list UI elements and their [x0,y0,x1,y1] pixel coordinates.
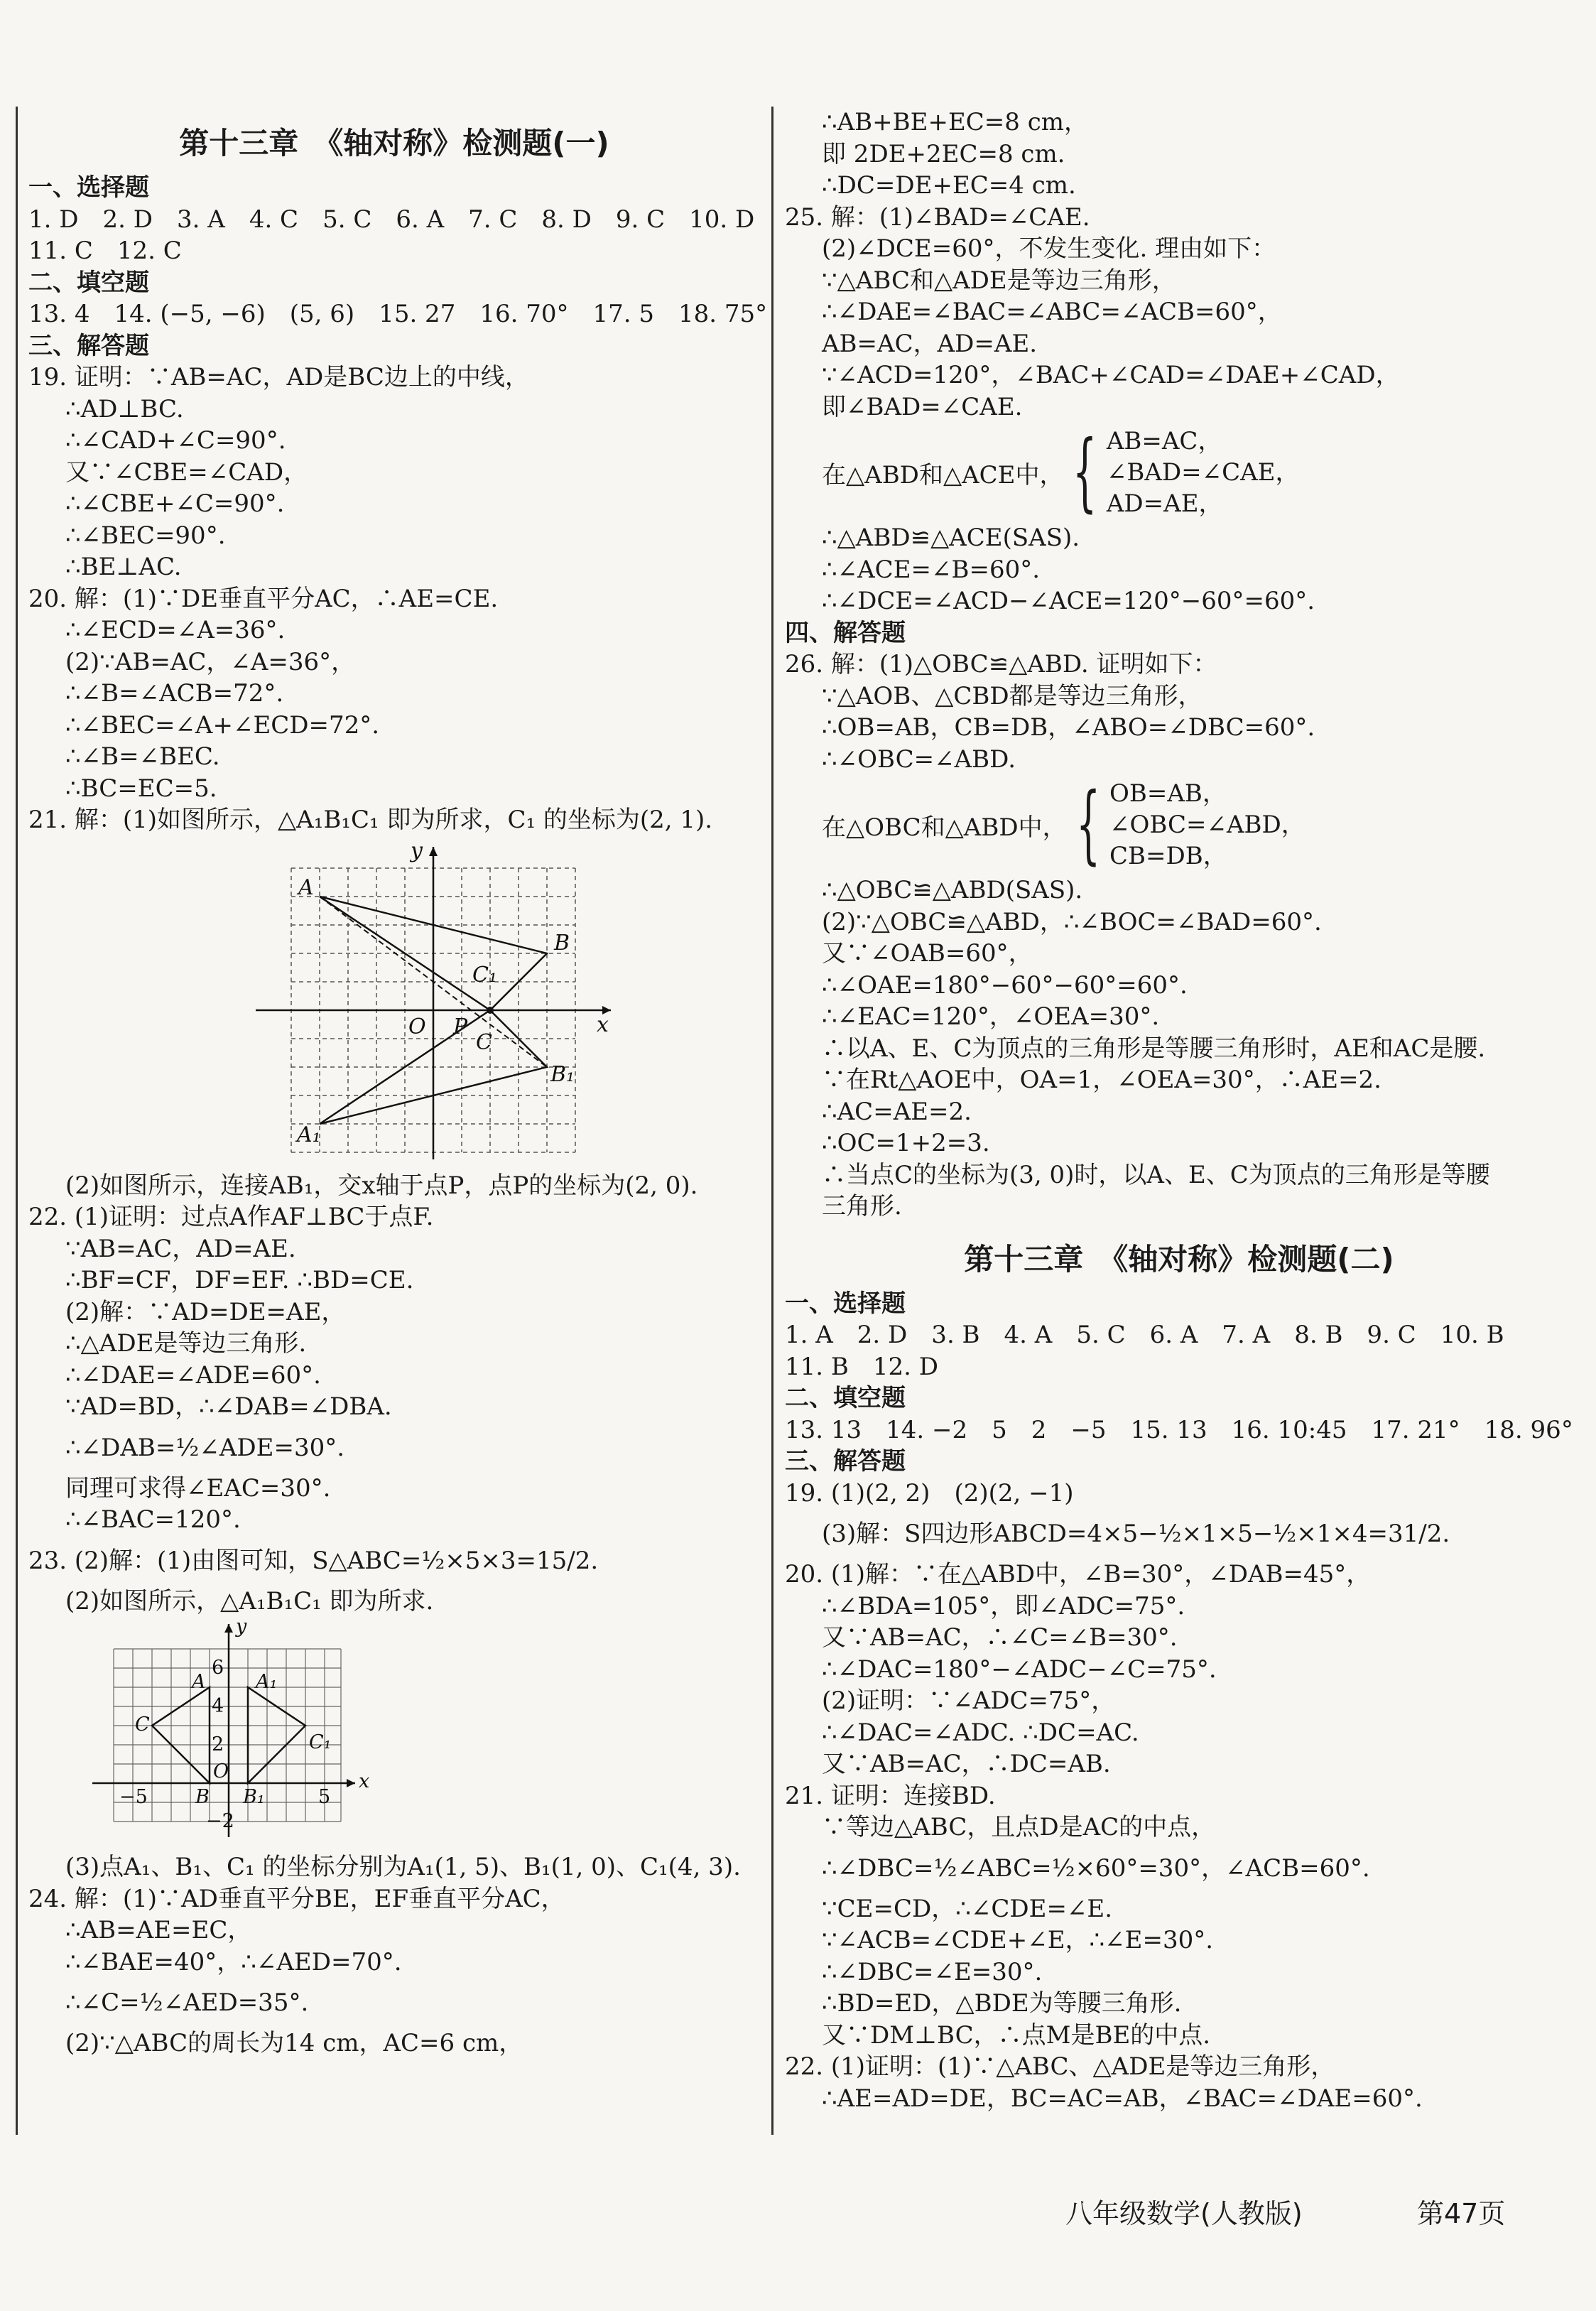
answer-line: ∵等边△ABC，且点D是AC的中点， [822,1813,1216,1841]
answer-line: 21. 解：(1)如图所示，△A₁B₁C₁ 即为所求，C₁ 的坐标为(2, 1). [28,806,713,834]
fig2-label: 6 [212,1657,224,1679]
right-lines-e [785,1559,1573,1844]
footer-subject: 八年级数学(人教版) [1065,2198,1303,2229]
answer-line: ∴∠DCE=∠ACD−∠ACE=120°−60°=60°. [822,587,1315,615]
answer-line: 13. 13 14. −2 5 2 −5 15. 13 16. 10:45 17. 21° 18. 96° [785,1415,1573,1444]
answer-line: 13. 4 14. (−5, −6) (5, 6) 15. 27 16. 70° 17. 5 18. 75° [28,300,768,328]
right-lines-a [785,107,1573,423]
answer-line: ∴∠BAC=120°. [65,1505,241,1534]
answer-line: (2)解：∵AD=DE=AE， [65,1297,346,1326]
section-heading: 四、解答题 [785,618,906,647]
answer-line: ∴∠CAD+∠C=90°. [65,426,286,455]
answer-line: 25. 解：(1)∠BAD=∠CAE. [785,202,1090,232]
answer-line: 又∵DM⊥BC，∴点M是BE的中点. [822,2020,1211,2050]
answer-line: ∴OC=1+2=3. [822,1129,990,1157]
right-lines-d [785,1288,1573,1510]
figure-coordinate-grid-1 [28,836,760,1170]
answer-line: ∴BF=CF，DF=EF. ∴BD=CE. [65,1266,414,1294]
answer-line: ∴BE⊥AC. [65,553,182,581]
answer-line: ∵△ABC和△ADE是等边三角形， [822,266,1176,295]
answer-line: 19. (1)(2, 2) (2)(2, −1) [785,1478,1074,1508]
section-heading: 三、解答题 [28,331,149,360]
answer-line: (2)∵△OBC≌△ABD，∴∠BOC=∠BAD=60°. [822,907,1322,936]
fig1-svg [227,836,625,1163]
answer-line: 1. D 2. D 3. A 4. C 5. C 6. A 7. C 8. D 9. C 10. D [28,205,755,234]
answer-line: 即 2DE+2EC=8 cm. [822,139,1065,168]
right-lines-b [785,522,1573,775]
answer-line: ∵在Rt△AOE中，OA=1，∠OEA=30°，∴AE=2. [822,1066,1381,1094]
answer-line: ∴∠BDA=105°，即∠ADC=75°. [822,1591,1185,1620]
right-column [785,107,1573,2114]
left-margin-line [16,107,18,2135]
fig2-label: O [213,1760,229,1782]
answer-line: ∴∠BAE=40°，∴∠AED=70°. [65,1947,402,1976]
answer-line: ∵CE=CD，∴∠CDE=∠E. [822,1894,1113,1923]
left-brace: { [1073,423,1097,521]
fig1-label: P [453,1014,468,1039]
answer-line: ∴AB=AE=EC， [65,1916,252,1944]
brace-prefix: 在△ABD和△ACE中， [822,460,1064,489]
answer-line: (3)点A₁、B₁、C₁ 的坐标分别为A₁(1, 5)、B₁(1, 0)、C₁(4, 3). [65,1853,741,1881]
fig2-label: −2 [206,1810,234,1832]
left-brace: { [1075,775,1100,874]
fig2-label: C [135,1714,150,1736]
answer-line: ∴BD=ED，△BDE为等腰三角形. [822,1989,1182,2018]
condition-item: ∠BAD=∠CAE， [1106,458,1300,487]
fig2-label: B [195,1786,210,1808]
section-heading: 二、填空题 [785,1384,906,1412]
answer-line: ∴∠DAE=∠ADE=60°. [65,1360,321,1390]
fig1-label: C [476,1029,492,1055]
fig1-label: A [298,875,314,900]
fig1-point-p [487,1007,494,1014]
congruence-conditions-2 [785,775,1573,875]
answer-line: ∴△ABD≌△ACE(SAS). [822,524,1080,552]
answer-line: (2)证明：∵∠ADC=75°， [822,1687,1116,1715]
fig2-label: −5 [119,1786,148,1808]
answer-line: ∴∠EAC=120°，∠OEA=30°. [822,1002,1160,1031]
answer-line: ∴AD⊥BC. [65,394,184,423]
section-title-1: 第十三章 《轴对称》检测题(一) [179,126,609,161]
brace-prefix: 在△OBC和△ABD中， [822,813,1067,842]
fig2-x-arrow [347,1779,355,1787]
column-divider [771,107,773,2135]
condition-item: AB=AC， [1106,427,1222,455]
answer-line: 1. A 2. D 3. B 4. A 5. C 6. A 7. A 8. B 9. C 10. B [785,1321,1504,1349]
fig1-label: O [408,1014,426,1039]
answer-line: 11. B 12. D [785,1352,939,1381]
left-lines-c [28,1473,760,1536]
fig1-label: y [411,838,423,863]
answer-line: (2)∠DCE=60°，不发生变化. 理由如下： [822,234,1276,263]
fig1-label: A₁ [297,1122,321,1147]
answer-line: ∵AB=AC，AD=AE. [65,1234,296,1263]
answer-line: ∴DC=DE+EC=4 cm. [822,171,1076,200]
section-heading: 一、选择题 [785,1289,906,1318]
answer-line: ∵∠ACB=∠CDE+∠E，∴∠E=30°. [822,1926,1214,1954]
answer-line: 又∵AB=AC，∴∠C=∠B=30°. [822,1623,1178,1652]
answer-line: ∴OB=AB，CB=DB，∠ABO=∠DBC=60°. [822,713,1315,742]
answer-line: ∴∠B=∠BEC. [65,742,220,771]
answer-line: ∴∠BEC=∠A+∠ECD=72°. [65,710,380,740]
answer-line: 11. C 12. C [28,237,182,265]
answer-line: 又∵AB=AC，∴DC=AB. [822,1750,1111,1778]
answer-line: ∴当点C的坐标为(3, 0)时，以A、E、C为顶点的三角形是等腰 [822,1160,1490,1189]
answer-line: ∴∠CBE+∠C=90°. [65,489,285,518]
condition-item: ∠OBC=∠ABD， [1109,811,1305,839]
answer-line: ∴∠BEC=90°. [65,521,226,550]
answer-line: ∴AB+BE+EC=8 cm， [822,108,1088,136]
answer-23b-line: (2)如图所示，△A₁B₁C₁ 即为所求. [65,1586,434,1615]
answer-line: 又∵∠CBE=∠CAD， [65,458,308,487]
condition-item: CB=DB， [1109,842,1227,870]
answer-line: ∴∠OBC=∠ABD. [822,745,1016,774]
answer-line: 21. 证明：连接BD. [785,1781,996,1810]
answer-line: ∴∠DAC=∠ADC. ∴DC=AC. [822,1718,1139,1747]
fig2-triangle-abc [152,1687,210,1783]
fig1-label: x [597,1012,609,1037]
answer-line: 三角形. [822,1192,902,1221]
answer-line: ∵△AOB、△CBD都是等边三角形， [822,681,1203,710]
answer-line: ∵∠ACD=120°，∠BAC+∠CAD=∠DAE+∠CAD， [822,361,1400,389]
answer-line: 22. (1)证明：过点A作AF⊥BC于点F. [28,1203,434,1231]
answer-line: 26. 解：(1)△OBC≌△ABD. 证明如下： [785,650,1217,678]
left-column [28,107,768,2060]
answer-line: 又∵∠OAB=60°， [822,939,1033,968]
answer-line: ∴∠OAE=180°−60°−60°=60°. [822,970,1188,1000]
answer-line: 20. 解：(1)∵DE垂直平分AC，∴AE=CE. [28,584,499,613]
figure-coordinate-grid-2 [28,1617,760,1851]
left-lines-b [28,1170,760,1423]
answer-line: 同理可求得∠EAC=30°. [65,1473,331,1503]
answer-19-3-line: (3)解：S四边形ABCD=4×5−½×1×5−½×1×4=31/2. [822,1520,1450,1548]
answer-line: ∴BC=EC=5. [65,774,217,803]
answer-line: (2)如图所示，连接AB₁，交x轴于点P，点P的坐标为(2, 0). [65,1171,698,1200]
fig1-label: B₁ [550,1061,575,1087]
fig2-label: A [192,1671,206,1693]
answer-24-fraction-line: ∴∠C=½∠AED=35°. [65,1988,309,2017]
fig2-svg [57,1617,398,1851]
answer-line: ∴∠B=∠ACB=72°. [65,679,284,708]
answer-line: ∴AE=AD=DE，BC=AC=AB，∠BAC=∠DAE=60°. [822,2084,1423,2113]
answer-line: ∴△ADE是等边三角形. [65,1329,307,1358]
fig1-label: C₁ [472,962,497,987]
answer-line: 20. (1)解：∵在△ABD中，∠B=30°，∠DAB=45°， [785,1560,1371,1589]
answer-line: 24. 解：(1)∵AD垂直平分BE，EF垂直平分AC， [28,1884,565,1913]
condition-item: AD=AE， [1106,489,1223,518]
answer-line: AB=AC，AD=AE. [822,329,1038,358]
answer-line: ∴∠DBC=∠E=30°. [822,1957,1043,1986]
answer-line: ∴∠ECD=∠A=36°. [65,616,286,644]
footer-page-number: 第47页 [1417,2198,1506,2229]
fig2-label: A₁ [256,1671,278,1693]
fig2-triangle-a1b1c1 [248,1687,305,1783]
answer-line: ∴以A、E、C为顶点的三角形是等腰三角形时，AE和AC是腰. [822,1034,1486,1063]
answer-21-fraction-line: ∴∠DBC=½∠ABC=½×60°=30°，∠ACB=60°. [822,1853,1370,1883]
answer-line: ∴AC=AE=2. [822,1097,972,1126]
section-heading: 二、填空题 [28,268,149,297]
answer-line: ∴△OBC≌△ABD(SAS). [822,876,1083,904]
right-lines-f [785,1893,1573,2115]
section-heading: 一、选择题 [28,173,149,202]
fig1-y-arrow [429,847,438,856]
section-heading: 三、解答题 [785,1447,906,1476]
answer-line: ∴∠ACE=∠B=60°. [822,555,1041,584]
answer-line: 19. 证明：∵AB=AC，AD是BC边上的中线， [28,363,529,391]
answer-line: ∵AD=BD，∴∠DAB=∠DBA. [65,1392,392,1421]
condition-item: OB=AB， [1109,779,1227,808]
fig2-label: 4 [212,1695,224,1717]
fig2-label: 2 [212,1733,224,1755]
fig1-label: B [554,930,570,956]
left-lines-a [28,172,768,836]
fig2-label: B₁ [243,1786,265,1808]
congruence-conditions-1 [785,423,1573,522]
answer-line: 即∠BAD=∠CAE. [822,392,1023,421]
fig2-label: C₁ [309,1731,332,1753]
answer-24b-line: (2)∵△ABC的周长为14 cm，AC=6 cm， [65,2029,523,2057]
fig2-label: x [359,1770,370,1792]
right-lines-c [785,875,1573,1223]
answer-line: 22. (1)证明：(1)∵△ABC、△ADE是等边三角形， [785,2052,1335,2081]
section-title-2: 第十三章 《轴对称》检测题(二) [964,1241,1394,1277]
proof-line-fraction: ∴∠DAB=½∠ADE=30°. [65,1433,345,1462]
fig2-label: 5 [318,1786,331,1808]
answer-line: ∴∠DAC=180°−∠ADC−∠C=75°. [822,1655,1217,1684]
answer-line: (2)∵AB=AC，∠A=36°， [65,647,356,676]
answer-23-line: 23. (2)解：(1)由图可知，S△ABC=½×5×3=15/2. [28,1546,599,1575]
fig2-label: y [236,1617,247,1638]
fig2-y-arrow [224,1624,233,1633]
answer-line: ∴∠DAE=∠BAC=∠ABC=∠ACB=60°， [822,298,1282,326]
left-lines-d [28,1851,760,1978]
